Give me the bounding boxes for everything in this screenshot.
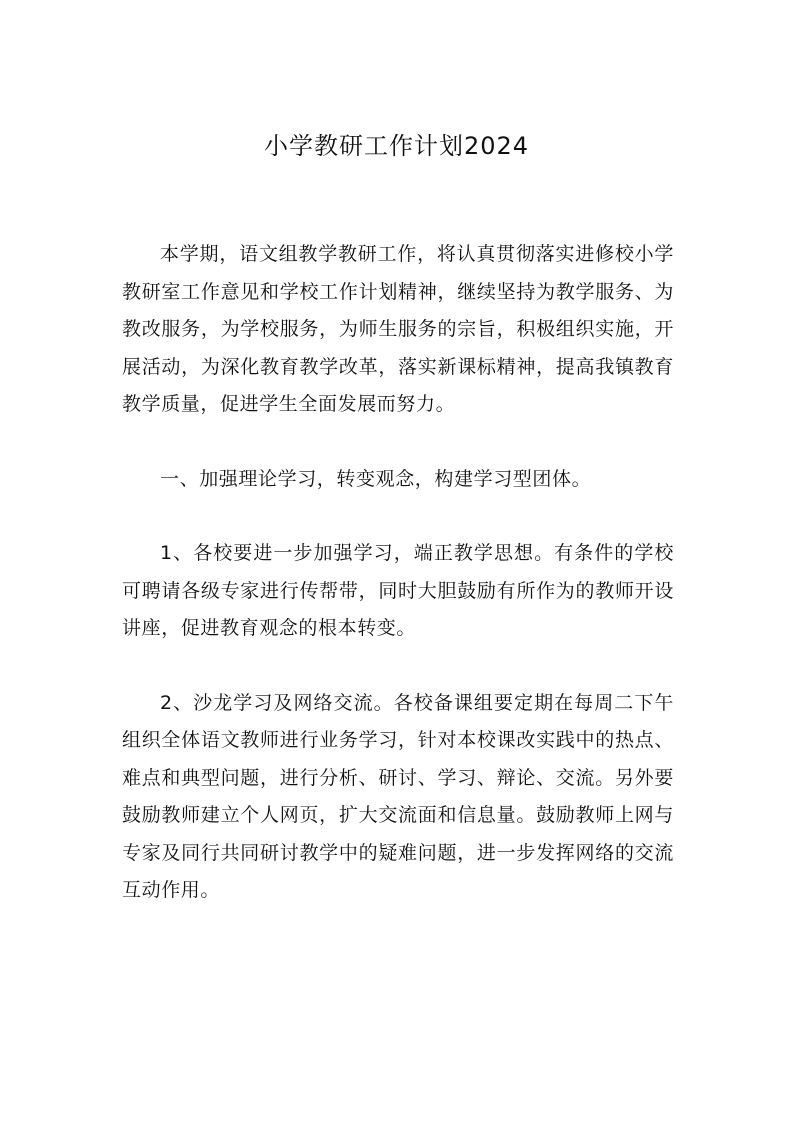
- document-title: 小学教研工作计划2024: [263, 132, 530, 160]
- paragraph-intro: 本学期，语文组教学教研工作，将认真贯彻落实进修校小学教研室工作意见和学校工作计划精神，继续坚持为教学服务、为教改服务，为学校服务，为师生服务的宗旨，积极组织实施，开展活动，为深化教育教学改革，落实新课标精神，提高我镇教育教学质量，促进学生全面发展而努力。: [122, 243, 674, 415]
- document-body: [122, 236, 674, 910]
- paragraph-item-2: 2、沙龙学习及网络交流。各校备课组要定期在每周二下午组织全体语文教师进行业务学习，针对本校课改实践中的热点、难点和典型问题，进行分析、研讨、学习、辩论、交流。另外要鼓励教师建立个人网页，扩大交流面和信息量。鼓励教师上网与专家及同行共同研讨教学中的疑难问题，进一步发挥网络的交流互动作用。: [122, 691, 674, 901]
- section-heading-1: 一、加强理论学习，转变观念，构建学习型团体。: [160, 467, 592, 490]
- paragraph-spacer: [122, 648, 674, 685]
- paragraph-spacer: [122, 424, 674, 461]
- paragraph-spacer: [122, 498, 674, 535]
- paragraph-item-1: 1、各校要进一步加强学习，端正教学思想。有条件的学校可聘请各级专家进行传帮带，同时大胆鼓励有所作为的教师开设讲座，促进教育观念的根本转变。: [122, 542, 674, 639]
